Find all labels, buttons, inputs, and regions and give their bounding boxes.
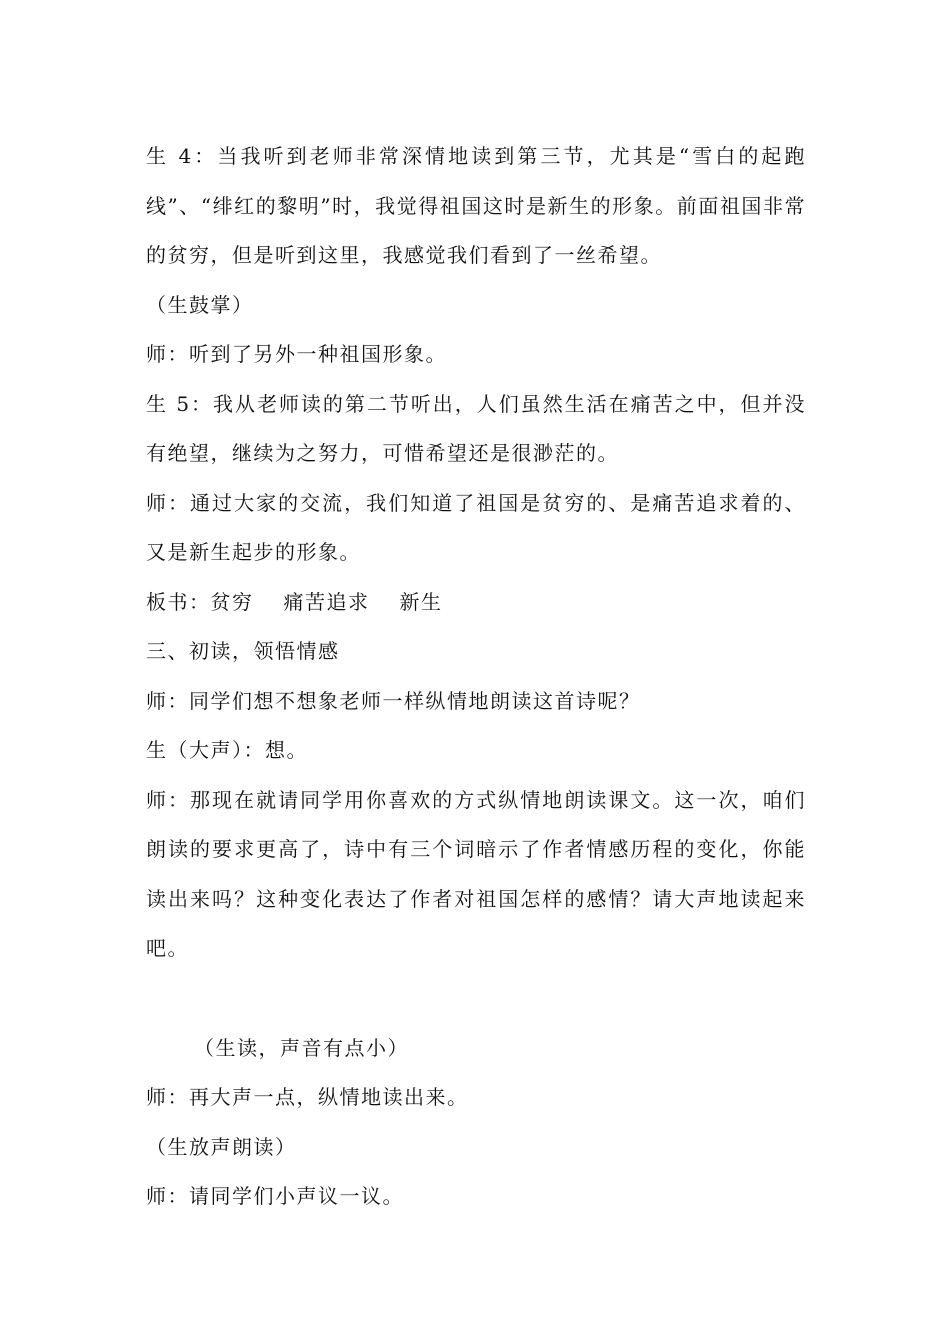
paragraph-student-answer: 生（大声）：想。 [146,738,308,762]
paragraph-applause: （生鼓掌） [146,292,254,317]
blackboard-item: 新生 [399,589,443,614]
paragraph-students-read-aloud: （生放声朗读） [146,1134,297,1159]
paragraph-teacher-discuss: 师：请同学们小声议一议。 [146,1184,404,1208]
blackboard-label: 板书： [146,589,211,614]
paragraph-teacher-instruction: 师：那现在就请同学用你喜欢的方式纵情地朗读课文。这一次，咱们朗读的要求更高了，诗中有三个词暗示了作者情感历程的变化，你能读出来吗？这种变化表达了作者对祖国怎样的感情？请大声地读起来吧。 [146,787,806,960]
paragraph-teacher-louder: 师：再大声一点，纵情地读出来。 [146,1085,469,1109]
paragraph-student-5: 生 5：我从老师读的第二节听出，人们虽然生活在痛苦之中，但并没有绝望，继续为之努力，可惜希望还是很渺茫的。 [146,391,806,465]
blackboard-item: 贫穷 [210,589,254,614]
blackboard-item: 痛苦追求 [283,589,370,614]
blank-spacer [146,974,806,1024]
paragraph-teacher-question: 师：同学们想不想象老师一样纵情地朗读这首诗呢？ [146,688,641,713]
paragraph-students-read: （生读，声音有点小） [194,1035,409,1060]
paragraph-teacher-remark: 师：听到了另外一种祖国形象。 [146,342,447,366]
paragraph-teacher-summary: 师：通过大家的交流，我们知道了祖国是贫穷的、是痛苦追求着的、又是新生起步的形象。 [146,490,806,564]
document-body [146,132,806,1222]
paragraph-student-4: 生 4：当我听到老师非常深情地读到第三节，尤其是“雪白的起跑线”、“绯红的黎明”时，我觉得祖国这时是新生的形象。前面祖国非常的贫穷，但是听到这里，我感觉我们看到了一丝希望。 [146,144,806,267]
blackboard-notes [146,578,806,628]
section-heading: 三、初读，领悟情感 [146,639,340,663]
